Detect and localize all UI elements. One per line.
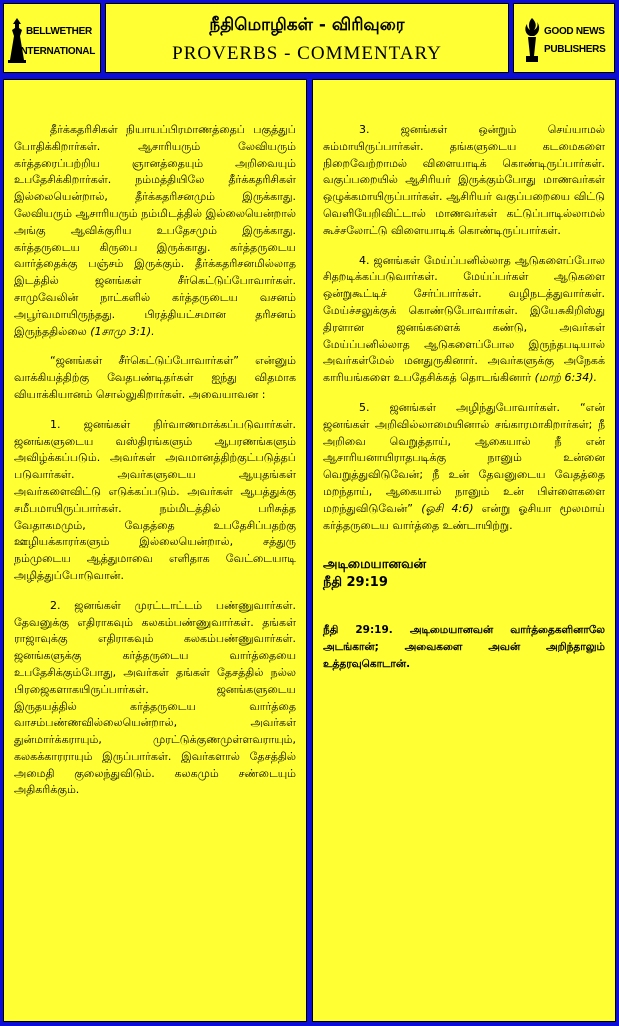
paragraph-point-2: 2. ஜனங்கள் முரட்டாட்டம் பண்ணுவார்கள். தேவனுக்கு எதிராகவும் கலகம்பண்ணுவார்கள். தங்கள் ராஜாவுக்கு எதிராகவும் கலகம்பண்ணுவார்கள். ஜனங்களுக்கு கர்த்தருடைய வார்த்தையை உபதேசிக்கும்போது, அவர்கள் தங்கள் தேசத்தில் நல்ல பிரஜைகளாகயிருப்பார்கள். ஜனங்களுடைய இருதயத்தில் கர்த்தருடைய வார்த்தை வாசம்பண்ணவில்லையென்றால், அவர்கள் துன்மார்க்கராயும், முரட்டுக்குணமுள்ளவராயும், கலகக்காரராயும் இருப்பார்கள். இவர்களால் தேசத்தில் அமைதி குலைந்துவிடும். கலகமும் சண்டையும் அதிகரிக்கும். bbox=[14, 598, 296, 797]
title-english: PROVERBS - COMMENTARY bbox=[172, 43, 442, 64]
page-title-banner bbox=[105, 3, 509, 73]
heading-title: அடிமையானவன் bbox=[323, 557, 427, 573]
torch-icon bbox=[522, 16, 542, 64]
paragraph-point-1: 1. ஜனங்கள் நிர்வாணமாக்கப்படுவார்கள். ஜனங்களுடைய வஸ்திரங்களும் ஆபரணங்களும் அவிழ்க்கப்படும். அவர்கள் அவமானத்திற்குட்படுத்தப் படுவார்கள். அவர்களுடைய ஆயுதங்கள் அவர்களைவிட்டு எடுக்கப்படும். அவர்கள் ஆபத்துக்கு சமீபமாயிருப்பார்கள். நம்மிடத்தில் பரிசுத்த வேதாகமமும், வேதத்தை உபதேசிப்பதற்கு ஊழியக்காரர்களும் இல்லையென்றால், சத்துரு நம்முடைய ஆத்துமாவை எளிதாக வேட்டையாடி அழித்துப்போடுவான். bbox=[14, 417, 296, 582]
logo-right-line2: PUBLISHERS bbox=[544, 44, 606, 55]
paragraph-point-5: 5. ஜனங்கள் அழிந்துபோவார்கள். “என் ஜனங்கள் அறிவில்லாமையினால் சங்காரமாகிறார்கள்; நீ அறிவை வெறுத்தாய், ஆகையால் நீ என் ஆசாரியனாயிராதபடிக்கு நானும் உன்னை வெறுத்துவிடுவேன்; நீ உன் தேவனுடைய வேதத்தை மறந்தாய், ஆகையால் நானும் உன் பிள்ளைகளை மறந்துவிடுவேன்” (ஓசி 4:6) என்று ஓசியா மூலமாய் கர்த்தருடைய வார்த்தை உண்டாயிற்று. bbox=[323, 400, 605, 532]
scripture-reference: (1சாமு 3:1). bbox=[90, 324, 155, 338]
paragraph-point-4: 4. ஜனங்கள் மேய்ப்பனில்லாத ஆடுகளைப்போல சிதறடிக்கப்படுவார்கள். மேய்ப்பர்கள் ஆடுகளை ஒன்றுகூட்டிச் சேர்ப்பார்கள். வழிநடத்துவார்கள். மேய்ச்சலுக்குக் கொண்டுபோவார்கள். இயேசுகிறிஸ்து திரளான ஜனங்களைக் கண்டு, அவர்கள் மேய்ப்பனில்லாத ஆடுகளைப்போல இருந்தபடியால் அவர்கள்மேல் மனதுருகினார். அவர்களுக்கு அநேகக் காரியங்களை உபதேசிக்கத் தொடங்கினார் (மாற் 6:34). bbox=[323, 253, 605, 385]
scripture-reference: (மாற் 6:34). bbox=[534, 371, 598, 385]
bellwether-logo bbox=[3, 3, 101, 73]
section-heading bbox=[323, 556, 605, 592]
paragraph-five-meanings: “ஜனங்கள் சீர்கெட்டுப்போவார்கள்” என்னும் வாக்கியத்திற்கு வேதபண்டிதர்கள் ஐந்து விதமாக வியாக்கியானம் சொல்லுகிறார்கள். அவையாவன : bbox=[14, 354, 296, 401]
logo-right-line1: GOOD NEWS bbox=[544, 26, 605, 37]
logo-left-line2: INTERNATIONAL bbox=[18, 46, 96, 57]
good-news-logo bbox=[513, 3, 615, 73]
left-column bbox=[3, 79, 307, 1022]
heading-reference: நீதி 29:19 bbox=[323, 575, 388, 591]
scripture-reference: (ஓசி 4:6) bbox=[421, 501, 474, 515]
paragraph-point-3: 3. ஜனங்கள் ஒன்றும் செய்யாமல் சும்மாயிருப்பார்கள். தங்களுடைய கடமைகளை நிறைவேற்றாமல் விளையாடிக் கொண்டிருப்பார்கள். வகுப்பறையில் ஆசிரியர் இருக்கும்போது மாணவர்கள் ஒழுக்கமாயிருப்பார்கள். ஆசிரியர் வகுப்பறையை விட்டு வெளியேறிவிட்டால் மாணவர்கள் கட்டுப்பாடில்லாமல் கூச்சலோட்டு விளையாடிக் கொண்டிருப்பார்கள். bbox=[323, 123, 605, 237]
verse-text: நீதி 29:19. அடிமையானவன் வார்த்தைகளினாலே அடங்கான்; அவைகளை அவன் அறிந்தாலும் உத்தரவுகொடான். bbox=[323, 624, 605, 671]
logo-left-line1: BELLWETHER bbox=[26, 26, 92, 37]
right-column bbox=[312, 79, 616, 1022]
paragraph-intro: தீர்க்கதரிசிகள் நியாயப்பிரமாணத்தைப் பகுத்துப் போதிக்கிறார்கள். ஆசாரியரும் லேவியரும் கர்த்தரைப்பற்றிய ஞானத்தையும் அறிவையும் உபதேசிக்கிறார்கள். நம்மத்தியிலே தீர்க்கதரிசிகள் இல்லையென்றால், தீர்க்கதரிசனமும் இருக்காது. லேவியரும் ஆசாரியரும் நம்மிடத்தில் இல்லையென்றால் அங்கு ஆவிக்குரிய உபதேசமும் இருக்காது. கர்த்தருடைய கிருபை இருக்காது. கர்த்தருடைய வார்த்தைக்கு பஞ்சம் இருக்கும். தீர்க்கதரிசனமில்லாத இடத்தில் ஜனங்கள் சீர்கெட்டுப்போவார்கள். சாமுவேலின் நாட்களில் கர்த்தருடைய வசனம் அபூர்வமாயிருந்தது. பிரத்தியட்சமான தரிசனம் இருந்ததில்லை (1சாமு 3:1). bbox=[14, 123, 296, 338]
title-tamil: நீதிமொழிகள் - விரிவுரை bbox=[209, 15, 405, 35]
